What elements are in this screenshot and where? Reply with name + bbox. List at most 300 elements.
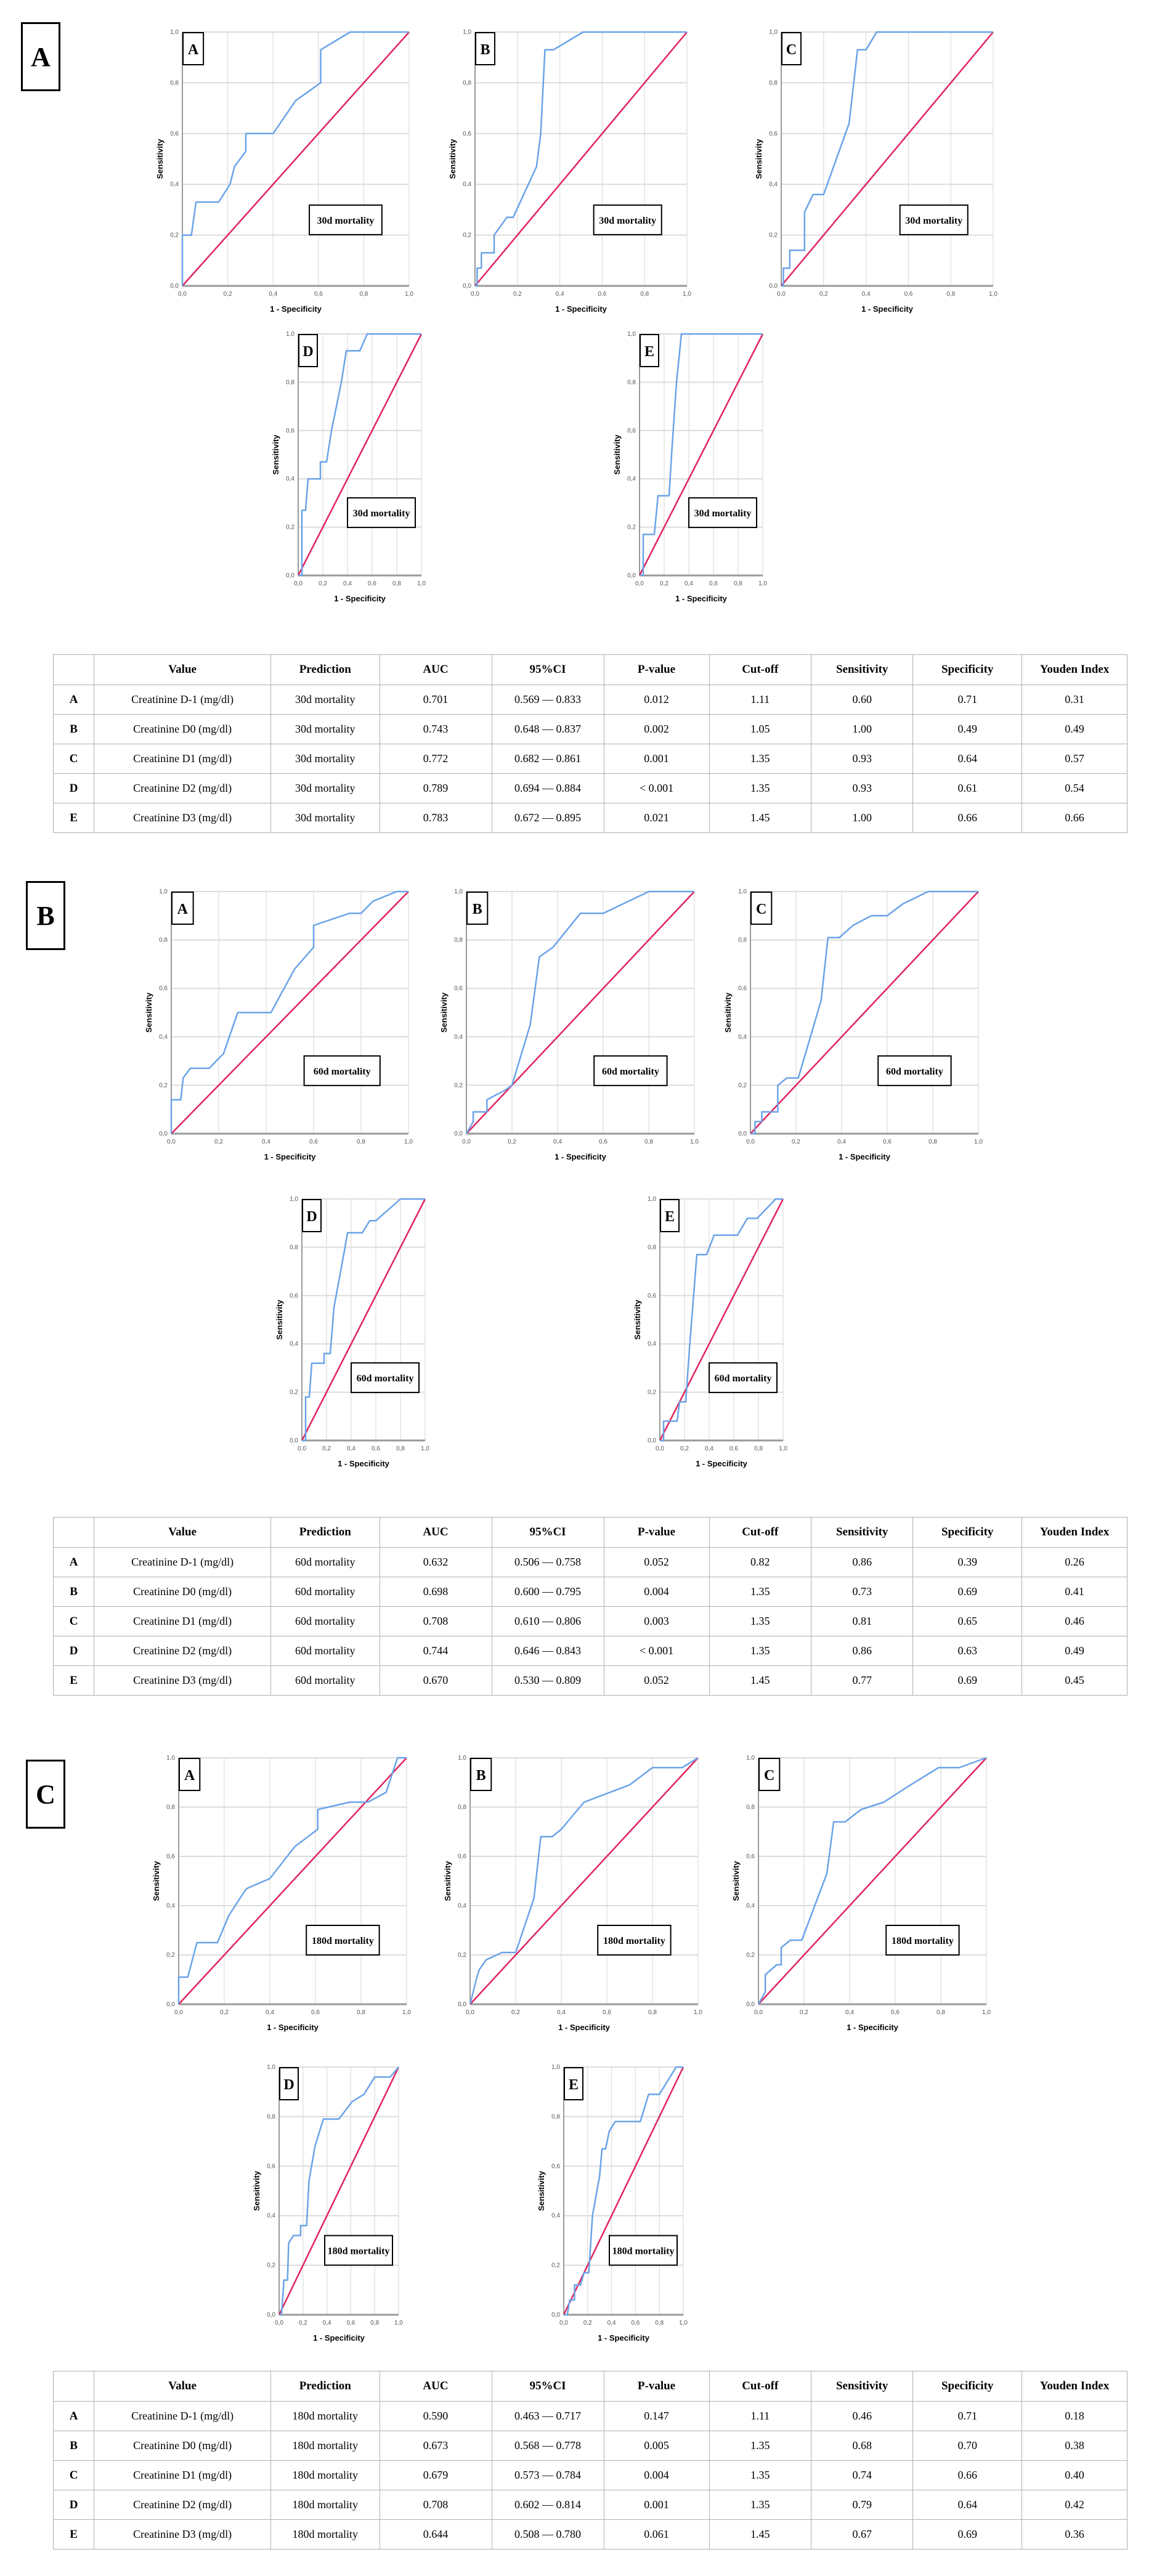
column-header: AUC	[380, 655, 492, 685]
y-tick-label: 0,4	[551, 2212, 560, 2220]
table-cell: 1.35	[709, 2431, 811, 2461]
row-label: B	[54, 1577, 94, 1607]
roc-chart-b-e	[629, 1193, 795, 1487]
y-tick-label: 0,6	[170, 130, 179, 137]
x-tick-label: 1,0	[417, 580, 426, 587]
x-tick-label: 1,0	[982, 2009, 991, 2016]
reference-line	[640, 334, 763, 575]
table-cell: 0.66	[1022, 803, 1127, 833]
table-cell: 0.46	[1022, 1607, 1127, 1636]
x-tick-label: 0,6	[309, 1139, 318, 1145]
x-tick-label: 0,0	[635, 580, 644, 587]
table-row	[54, 803, 1128, 833]
table-cell: 0.610 — 0.806	[492, 1607, 604, 1636]
column-header: Cut-off	[709, 1518, 811, 1548]
table-cell: 0.708	[380, 1607, 492, 1636]
y-tick-label: 0,2	[648, 1389, 656, 1396]
y-tick-label: 0,8	[551, 2113, 560, 2121]
reference-line	[750, 892, 978, 1134]
table-row	[54, 2490, 1128, 2520]
table-cell: 0.40	[1022, 2461, 1127, 2490]
y-tick-label: 0,8	[267, 2113, 275, 2121]
y-tick-label: 0,8	[458, 1804, 466, 1811]
x-tick-label: 0,2	[319, 580, 327, 587]
reference-line	[179, 1758, 407, 2004]
y-tick-label: 0,8	[159, 937, 168, 944]
table-cell: 0.49	[913, 715, 1022, 744]
table-cell: 0.644	[380, 2520, 492, 2550]
table-cell: 30d mortality	[271, 715, 380, 744]
y-tick-label: 1,0	[290, 1196, 298, 1203]
reference-line	[758, 1758, 986, 2004]
table-cell: 0.530 — 0.809	[492, 1666, 604, 1696]
x-tick-label: 0,6	[631, 2320, 640, 2326]
x-tick-label: 0,4	[685, 580, 693, 587]
outcome-legend-label: 30d mortality	[599, 215, 657, 226]
x-tick-label: 0,8	[644, 1139, 653, 1145]
panel-label: C	[763, 1768, 775, 1784]
column-header: Sensitivity	[811, 655, 912, 685]
x-tick-label: 1,0	[421, 1445, 429, 1452]
column-header: Cut-off	[709, 2371, 811, 2402]
x-tick-label: 0,0	[294, 580, 303, 587]
x-tick-label: 0,0	[174, 2009, 183, 2016]
x-tick-label: 0,8	[754, 1445, 763, 1452]
y-tick-label: 0,2	[159, 1082, 168, 1089]
roc-chart-c-b	[439, 1752, 710, 2050]
table-cell: 0.003	[604, 1607, 709, 1636]
y-tick-label: 0,2	[463, 232, 471, 239]
x-axis-label: 1 - Specificity	[555, 304, 607, 314]
table-cell: 0.600 — 0.795	[492, 1577, 604, 1607]
x-tick-label: 1,0	[779, 1445, 787, 1452]
table-cell: 0.783	[380, 803, 492, 833]
y-axis-label: Sensitivity	[537, 2171, 546, 2211]
x-tick-label: 0,2	[513, 291, 522, 298]
table-cell: 0.70	[913, 2431, 1022, 2461]
x-tick-label: 0,4	[347, 1445, 356, 1452]
outcome-legend-label: 180d mortality	[603, 1936, 665, 1946]
y-tick-label: 1,0	[627, 331, 636, 338]
y-tick-label: 1,0	[458, 1755, 466, 1761]
column-header: Sensitivity	[811, 2371, 912, 2402]
panel-label: B	[472, 901, 482, 917]
table-cell: 0.694 — 0.884	[492, 774, 604, 803]
panel-label: E	[568, 2077, 579, 2093]
row-label: A	[54, 1548, 94, 1577]
y-tick-label: 0,4	[648, 1341, 656, 1348]
x-tick-label: 0,8	[357, 2009, 365, 2016]
y-axis-label: Sensitivity	[723, 992, 733, 1033]
column-header: Value	[94, 1518, 271, 1548]
table-cell: 0.49	[1022, 1636, 1127, 1666]
row-label: E	[54, 803, 94, 833]
x-axis-label: 1 - Specificity	[264, 1152, 316, 1161]
table-cell: 60d mortality	[271, 1577, 380, 1607]
y-tick-label: 1,0	[170, 29, 179, 36]
panel-label: A	[177, 901, 188, 917]
x-tick-label: 0,6	[729, 1445, 738, 1452]
y-tick-label: 0,0	[267, 2312, 275, 2318]
x-tick-label: 1,0	[405, 291, 413, 298]
x-tick-label: 0,8	[734, 580, 742, 587]
x-tick-label: 1,0	[394, 2320, 403, 2326]
table-row	[54, 1548, 1128, 1577]
x-tick-label: 1,0	[683, 291, 691, 298]
table-cell: < 0.001	[604, 774, 709, 803]
table-cell: 0.005	[604, 2431, 709, 2461]
x-tick-label: 0,4	[266, 2009, 274, 2016]
table-cell: 1.35	[709, 1607, 811, 1636]
table-cell: 0.568 — 0.778	[492, 2431, 604, 2461]
table-cell: 0.38	[1022, 2431, 1127, 2461]
y-tick-label: 0,8	[290, 1244, 298, 1251]
table-cell: 0.679	[380, 2461, 492, 2490]
x-tick-label: 0,8	[937, 2009, 945, 2016]
table-cell: 0.590	[380, 2402, 492, 2431]
y-tick-label: 1,0	[746, 1755, 755, 1761]
table-cell: Creatinine D0 (mg/dl)	[94, 1577, 271, 1607]
table-cell: 0.74	[811, 2461, 912, 2490]
y-tick-label: 1,0	[286, 331, 295, 338]
table-cell: 0.81	[811, 1607, 912, 1636]
column-header	[54, 2371, 94, 2402]
row-label: E	[54, 2520, 94, 2550]
x-tick-label: 0,8	[392, 580, 401, 587]
x-tick-label: 0,2	[583, 2320, 592, 2326]
column-header: Youden Index	[1022, 1518, 1127, 1548]
table-cell: 0.004	[604, 2461, 709, 2490]
table-cell: 60d mortality	[271, 1607, 380, 1636]
table-cell: 0.646 — 0.843	[492, 1636, 604, 1666]
y-tick-label: 0,8	[454, 937, 463, 944]
row-label: A	[54, 685, 94, 715]
row-label: B	[54, 2431, 94, 2461]
table-cell: 0.002	[604, 715, 709, 744]
section-label-c: C	[26, 1760, 65, 1829]
table-cell: 0.708	[380, 2490, 492, 2520]
row-label: C	[54, 1607, 94, 1636]
x-tick-label: 0,6	[311, 2009, 320, 2016]
y-tick-label: 0,8	[746, 1804, 755, 1811]
x-tick-label: 0,2	[792, 1139, 800, 1145]
column-header: Youden Index	[1022, 2371, 1127, 2402]
x-axis-label: 1 - Specificity	[267, 2023, 319, 2032]
y-tick-label: 0,6	[746, 1853, 755, 1860]
y-tick-label: 0,4	[159, 1033, 168, 1041]
section-label-b: B	[26, 881, 65, 950]
row-label: A	[54, 2402, 94, 2431]
table-cell: 0.79	[811, 2490, 912, 2520]
y-tick-label: 0,6	[627, 427, 636, 434]
x-axis-label: 1 - Specificity	[675, 594, 727, 603]
y-tick-label: 0,2	[290, 1389, 298, 1396]
panel-label: D	[283, 2077, 295, 2093]
y-axis-label: Sensitivity	[275, 1299, 284, 1340]
column-header: P-value	[604, 655, 709, 685]
outcome-legend-label: 180d mortality	[311, 1936, 374, 1946]
x-tick-label: 1,0	[758, 580, 767, 587]
x-tick-label: 0,8	[357, 1139, 365, 1145]
table-cell: 0.57	[1022, 744, 1127, 774]
x-tick-label: 0,2	[508, 1139, 516, 1145]
x-tick-label: 0,4	[553, 1139, 562, 1145]
y-tick-label: 0,8	[166, 1804, 175, 1811]
y-tick-label: 0,0	[166, 2001, 175, 2008]
x-tick-label: 0,0	[466, 2009, 474, 2016]
reference-line	[466, 892, 694, 1134]
y-tick-label: 0,2	[170, 232, 179, 239]
y-tick-label: 0,4	[170, 181, 179, 189]
x-tick-label: 0,6	[314, 291, 323, 298]
y-tick-label: 0,4	[166, 1903, 175, 1909]
column-header: P-value	[604, 2371, 709, 2402]
table-cell: 0.39	[913, 1548, 1022, 1577]
column-header: Specificity	[913, 1518, 1022, 1548]
panel-label: C	[755, 901, 767, 917]
y-tick-label: 1,0	[159, 888, 168, 895]
table-cell: 0.49	[1022, 715, 1127, 744]
y-tick-label: 0,6	[458, 1853, 466, 1860]
row-label: E	[54, 1666, 94, 1696]
table-cell: 0.46	[811, 2402, 912, 2431]
y-tick-label: 0,0	[769, 283, 778, 290]
table-cell: 1.35	[709, 1636, 811, 1666]
column-header: 95%CI	[492, 655, 604, 685]
x-tick-label: 1,0	[694, 2009, 702, 2016]
x-tick-label: 0,4	[322, 2320, 331, 2326]
table-cell: 0.42	[1022, 2490, 1127, 2520]
table-cell: 0.052	[604, 1548, 709, 1577]
table-cell: 0.147	[604, 2402, 709, 2431]
reference-line	[475, 32, 687, 286]
table-cell: 0.36	[1022, 2520, 1127, 2550]
x-tick-label: 0,0	[746, 1139, 755, 1145]
y-tick-label: 0,6	[166, 1853, 175, 1860]
x-tick-label: 0,4	[845, 2009, 854, 2016]
reference-line	[171, 892, 408, 1134]
table-cell: Creatinine D0 (mg/dl)	[94, 715, 271, 744]
y-tick-label: 0,2	[458, 1952, 466, 1959]
x-tick-label: 1,0	[989, 291, 998, 298]
table-cell: 1.35	[709, 2490, 811, 2520]
table-cell: 0.632	[380, 1548, 492, 1577]
y-tick-label: 0,8	[627, 379, 636, 386]
y-axis-label: Sensitivity	[155, 139, 165, 179]
y-tick-label: 0,0	[627, 572, 636, 579]
table-cell: 0.67	[811, 2520, 912, 2550]
table-cell: Creatinine D-1 (mg/dl)	[94, 2402, 271, 2431]
roc-chart-a-e	[609, 328, 775, 622]
y-tick-label: 0,8	[769, 79, 778, 87]
roc-chart-a-a	[152, 26, 421, 332]
row-label: D	[54, 774, 94, 803]
outcome-legend-label: 180d mortality	[891, 1936, 954, 1946]
y-tick-label: 1,0	[454, 888, 463, 895]
y-tick-label: 0,2	[769, 232, 778, 239]
y-tick-label: 0,4	[463, 181, 471, 189]
x-tick-label: 0,4	[607, 2320, 616, 2326]
table-cell: 0.052	[604, 1666, 709, 1696]
y-tick-label: 0,8	[170, 79, 179, 87]
roc-chart-b-c	[720, 885, 991, 1180]
y-tick-label: 0,2	[286, 524, 295, 531]
x-tick-label: 0,4	[343, 580, 352, 587]
section-label-a: A	[21, 22, 60, 91]
table-cell: 0.602 — 0.814	[492, 2490, 604, 2520]
column-header: Youden Index	[1022, 655, 1127, 685]
column-header: Specificity	[913, 655, 1022, 685]
table-cell: 0.66	[913, 803, 1022, 833]
table-cell: 1.00	[811, 803, 912, 833]
column-header: 95%CI	[492, 2371, 604, 2402]
y-tick-label: 0,2	[746, 1952, 755, 1959]
table-cell: 0.54	[1022, 774, 1127, 803]
y-tick-label: 0,2	[551, 2262, 560, 2269]
table-cell: 0.648 — 0.837	[492, 715, 604, 744]
table-cell: Creatinine D-1 (mg/dl)	[94, 1548, 271, 1577]
y-tick-label: 1,0	[267, 2064, 275, 2071]
x-tick-label: 0,2	[819, 291, 828, 298]
reference-line	[298, 334, 421, 575]
y-axis-label: Sensitivity	[439, 992, 449, 1033]
row-label: C	[54, 744, 94, 774]
row-label: B	[54, 715, 94, 744]
column-header: Specificity	[913, 2371, 1022, 2402]
roc-chart-b-a	[140, 885, 421, 1180]
table-cell: 0.682 — 0.861	[492, 744, 604, 774]
y-tick-label: 0,8	[738, 937, 747, 944]
column-header: Value	[94, 655, 271, 685]
x-tick-label: 0,4	[705, 1445, 713, 1452]
table-cell: 30d mortality	[271, 744, 380, 774]
x-tick-label: 0,0	[178, 291, 187, 298]
table-cell: 0.670	[380, 1666, 492, 1696]
x-axis-label: 1 - Specificity	[847, 2023, 898, 2032]
x-tick-label: 0,6	[891, 2009, 900, 2016]
table-cell: 180d mortality	[271, 2520, 380, 2550]
y-axis-label: Sensitivity	[731, 1861, 741, 1901]
table-cell: Creatinine D1 (mg/dl)	[94, 1607, 271, 1636]
x-axis-label: 1 - Specificity	[334, 594, 386, 603]
x-axis-label: 1 - Specificity	[313, 2333, 365, 2342]
table-row	[54, 2461, 1128, 2490]
column-header: Prediction	[271, 2371, 380, 2402]
outcome-legend-label: 30d mortality	[352, 508, 410, 519]
x-tick-label: 0,2	[800, 2009, 808, 2016]
x-tick-label: 0,4	[557, 2009, 566, 2016]
x-tick-label: 0,0	[167, 1139, 176, 1145]
y-tick-label: 0,0	[738, 1131, 747, 1137]
table-cell: 0.18	[1022, 2402, 1127, 2431]
reference-line	[182, 32, 409, 286]
y-tick-label: 0,6	[648, 1292, 656, 1299]
y-tick-label: 0,0	[746, 2001, 755, 2008]
x-axis-label: 1 - Specificity	[861, 304, 913, 314]
table-cell: 0.789	[380, 774, 492, 803]
table-cell: 30d mortality	[271, 774, 380, 803]
x-tick-label: 0,8	[648, 2009, 657, 2016]
y-tick-label: 1,0	[463, 29, 471, 36]
table-cell: Creatinine D3 (mg/dl)	[94, 803, 271, 833]
table-cell: 0.86	[811, 1548, 912, 1577]
table-cell: Creatinine D1 (mg/dl)	[94, 744, 271, 774]
table-row	[54, 2431, 1128, 2461]
x-tick-label: 0,4	[861, 291, 871, 298]
x-axis-label: 1 - Specificity	[598, 2333, 649, 2342]
y-tick-label: 0,6	[769, 130, 778, 137]
table-cell: 1.45	[709, 803, 811, 833]
reference-line	[279, 2067, 399, 2315]
column-header	[54, 655, 94, 685]
y-tick-label: 0,2	[627, 524, 636, 531]
column-header: Prediction	[271, 655, 380, 685]
table-cell: 0.743	[380, 715, 492, 744]
y-tick-label: 1,0	[166, 1755, 175, 1761]
x-tick-label: 0,8	[928, 1139, 937, 1145]
outcome-legend-label: 60d mortality	[601, 1066, 659, 1077]
table-cell: 0.69	[913, 1666, 1022, 1696]
outcome-legend-label: 180d mortality	[612, 2246, 675, 2257]
reference-line	[564, 2067, 683, 2315]
table-cell: 1.35	[709, 744, 811, 774]
y-tick-label: 0,4	[458, 1903, 466, 1909]
x-tick-label: 0,4	[555, 291, 564, 298]
table-cell: 1.05	[709, 715, 811, 744]
table-cell: 0.744	[380, 1636, 492, 1666]
y-tick-label: 0,8	[286, 379, 295, 386]
table-cell: 0.45	[1022, 1666, 1127, 1696]
y-axis-label: Sensitivity	[448, 139, 457, 179]
table-cell: 180d mortality	[271, 2461, 380, 2490]
table-cell: 0.41	[1022, 1577, 1127, 1607]
reference-line	[781, 32, 993, 286]
roc-chart-c-e	[533, 2061, 696, 2361]
y-tick-label: 0,6	[738, 985, 747, 993]
table-cell: 0.012	[604, 685, 709, 715]
x-tick-label: 1,0	[402, 2009, 411, 2016]
panel-label: A	[187, 42, 199, 58]
results-table-180d	[53, 2371, 1128, 2550]
x-tick-label: 0,6	[709, 580, 718, 587]
column-header: P-value	[604, 1518, 709, 1548]
table-cell: Creatinine D-1 (mg/dl)	[94, 685, 271, 715]
table-cell: 0.71	[913, 2402, 1022, 2431]
table-cell: 0.60	[811, 685, 912, 715]
y-tick-label: 0,8	[648, 1244, 656, 1251]
table-cell: 0.73	[811, 1577, 912, 1607]
table-cell: 0.82	[709, 1548, 811, 1577]
outcome-legend-label: 60d mortality	[356, 1373, 414, 1384]
x-tick-label: 0,8	[370, 2320, 380, 2326]
x-tick-label: 0,6	[598, 291, 607, 298]
y-axis-label: Sensitivity	[443, 1861, 452, 1901]
y-tick-label: 0,4	[454, 1033, 463, 1041]
panel-label: E	[664, 1209, 675, 1225]
table-cell: 0.71	[913, 685, 1022, 715]
table-cell: 0.701	[380, 685, 492, 715]
table-cell: Creatinine D2 (mg/dl)	[94, 2490, 271, 2520]
y-tick-label: 0,6	[286, 427, 295, 434]
table-cell: 0.64	[913, 2490, 1022, 2520]
table-cell: 1.35	[709, 774, 811, 803]
table-cell: 60d mortality	[271, 1666, 380, 1696]
panel-label: E	[644, 344, 655, 360]
panel-label: D	[306, 1209, 317, 1225]
table-row	[54, 1607, 1128, 1636]
x-axis-label: 1 - Specificity	[555, 1152, 606, 1161]
table-cell: 0.772	[380, 744, 492, 774]
